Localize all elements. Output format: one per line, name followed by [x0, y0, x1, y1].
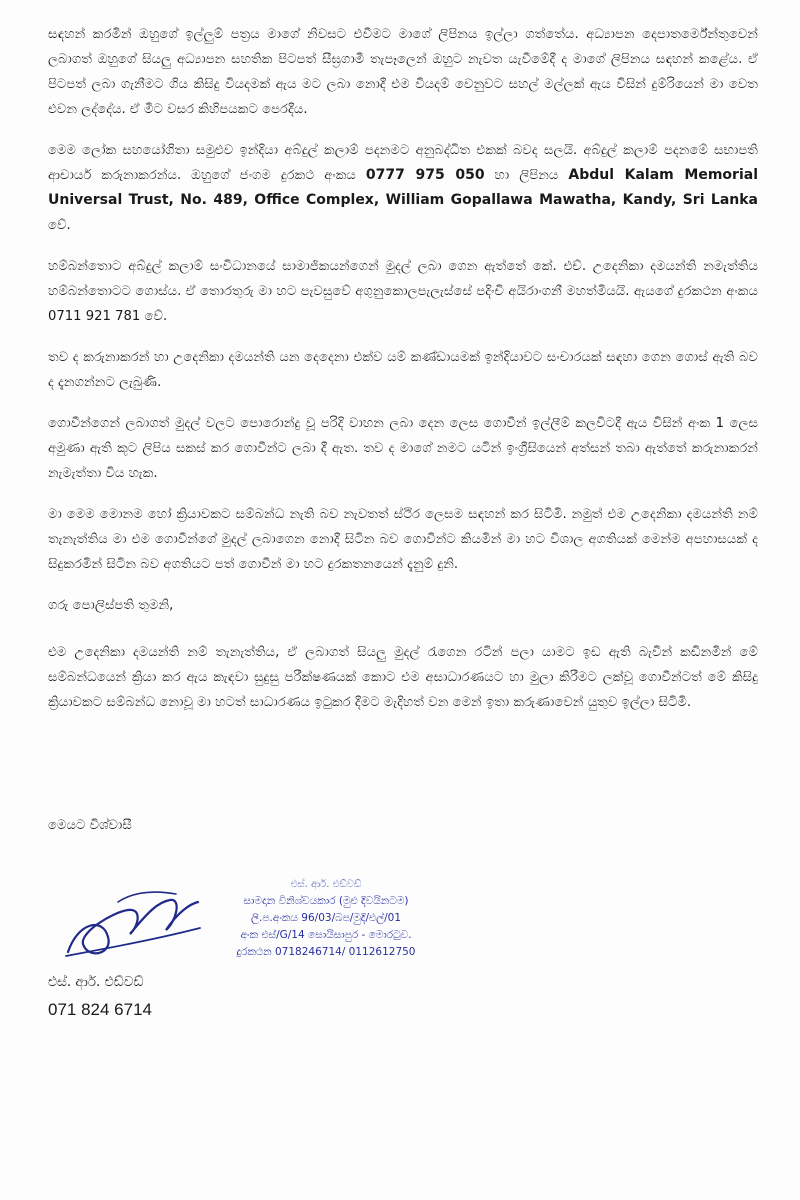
signer-name: එස්. ආර්. එඩ්වඩ්: [48, 974, 144, 990]
paragraph-1: සඳහන් කරමින් ඔහුගේ ඉල්ලුම් පත්‍රය මාගේ නිවසට එවීමට මාගේ ලිපිනය ඉල්ලා ගත්තේය. අධ්‍යාපන දෙපාතර්මේන්තුවෙන් ලබාගත් ඔහුගේ සියලු අධ්‍යාපන සහතික පිටපත් සීඝ්‍රගාමී තැපෑලෙන් ඔහුට නැවත යැවීමේදී ද මාගේ ලිපිනය සඳහන් කළේය. ඒ පිටපත් ලබා ගැනීමට ගිය කිසිදු වියදමක් ඇය මට ලබා නොදී එම වියදම් වෙනුවට සහල් මල්ලක් ඇය විසින් දුම්රියෙන් මා වෙත එවන ලද්දේය. ඒ මීට වසර කිහිපයකට පෙරදීය.: [48, 27, 758, 117]
handwritten-signature: [58, 882, 208, 964]
trust-address: Abdul Kalam Memorial Universal Trust, No. 489, Office Complex, William Gopallawa Mawatha, Kandy, Sri Lanka: [48, 167, 758, 208]
paragraph-2-mid: හා ලිපිනය: [494, 168, 559, 183]
signer-phone: 071 824 6714: [48, 1000, 152, 1019]
stamp-name: එස්. ආර්. එඩ්වඩ්: [290, 879, 362, 890]
paragraph-2: [48, 138, 758, 238]
closing-line: මෙයට විශ්වාසී: [48, 818, 132, 833]
paragraph-4: තව ද කරුනාකරන් හා උදෙනිකා දමයන්ති යන දෙදෙනා එක්ව යම් කණ්ඩායමක් ඉන්දියාවට සංචාරයක් සඳහා ගෙන ගොස් ඇති බව ද දැනගන්නට ලැබුණි.: [48, 350, 758, 390]
paragraph-5: ගොවීන්ගෙන් ලබාගත් මුදල් වලට පොරොන්දු වූ පරිදි වාහන ලබා දෙන ලෙස ගොවීන් ඉල්ලීම් කලවිටදී ඇය විසින් අංක 1 ලෙස අමුණා ඇති කූට ලිපිය සකස් කර ගොවීන්ට ලබා දී ඇත. තව ද මාගේ නමට යටින් ඉංග්‍රීසියෙන් අත්සන් තබා ඇත්තේ කරුනාකරන් නැමැත්තා විය හැක.: [48, 416, 758, 481]
stamp-title: සාමදාන විනිශ්චයකාර (මුළු දිවයිනටම): [243, 895, 409, 907]
letter-body: [48, 22, 758, 731]
paragraph-7: එම උදෙනිකා දමයන්ති නම් තැනැත්තිය, ඒ ලබාගත් සියලු මුදල් රැගෙන රටින් පලා යාමට ඉඩ ඇති බැවින් කඩිනමින් මේ සම්බන්ධයෙන් ක්‍රියා කර ඇය කැඳවා සුදුසු පරීක්ෂණයක් කොට එම අසාධාරණයට හා මුලා කිරීමට ලක්වූ ගොවීන්ටත් මේ කිසිදු ක්‍රියාවකට සම්බන්ධ නොවූ මා හටත් සාධාරණය ඉටුකර දීමට මැදිහත් වන මෙන් ඉතා කරුණාවෙන් යුතුව ඉල්ලා සිටිමි.: [48, 645, 758, 710]
stamp-phones: දුරකථන 0718246714/ 0112612750: [236, 946, 416, 958]
paragraph-2-text: මෙම ලෝක සහයෝගිතා සමුළුව ඉන්දියා අබ්දුල් කලාම් පදනමට අනුබද්ධිත එකක් බවද සලයි. අබ්දුල් කලාම් පදනමේ සභාපති ආචාර්ය කරුනාකරන්ය. ඔහුගේ ජංගම දුරකථ අංකය: [48, 143, 758, 183]
stamp-address: අංක එස්/G/14 සොයිසාපුර - මොරටුව.: [240, 929, 412, 941]
paragraph-3: හම්බන්තොට අබ්දුල් කලාම් සංවිධානයේ සාමාජිකයන්ගෙන් මුදල් ලබා ගෙන ඇත්තේ කේ. එච්. උදෙනිකා දමයන්ති නමැත්තිය හම්බන්තොටට ගොස්ය. ඒ තොරතුරු මා හට පැවසුවේ අගුනුකොලපැලැස්සේ පදිංචි අයිරාංගනී මහත්මියයි. ඇයගේ දුරකථන අංකය 0711 921 781 වේ.: [48, 259, 758, 324]
official-stamp: [196, 876, 456, 961]
stamp-registration: ලි.ප.අංකය 96/03/බප/මුදි/එල්/01: [250, 912, 402, 924]
signature-stroke: [68, 900, 198, 953]
salutation: ගරු පොලිස්පති තුමනි,: [48, 598, 174, 613]
paragraph-6: මා මෙම මොනම හෝ ක්‍රියාවකට සම්බන්ධ නැති බව නැවතත් ස්ථිර ලෙසම සඳහන් කර සිටිමි. නමුත් එම උදෙනිකා දමයන්ති නම් තැනැත්තිය මා එම ගොවීන්ගේ මුදල් ලබාගෙන නොදී සිටින බව ගොවීන්ට කියමින් මා හට විශාල අගතියක් මෙන්ම අපහාසයක් ද සිදුකරමින් සිටින බව අගතියට පත් ගොවීන් මා හට දුරකතනයෙන් දැනුම් දුනි.: [48, 507, 758, 572]
trust-phone-number: 0777 975 050: [365, 167, 485, 183]
paragraph-2-end: වේ.: [48, 218, 71, 233]
